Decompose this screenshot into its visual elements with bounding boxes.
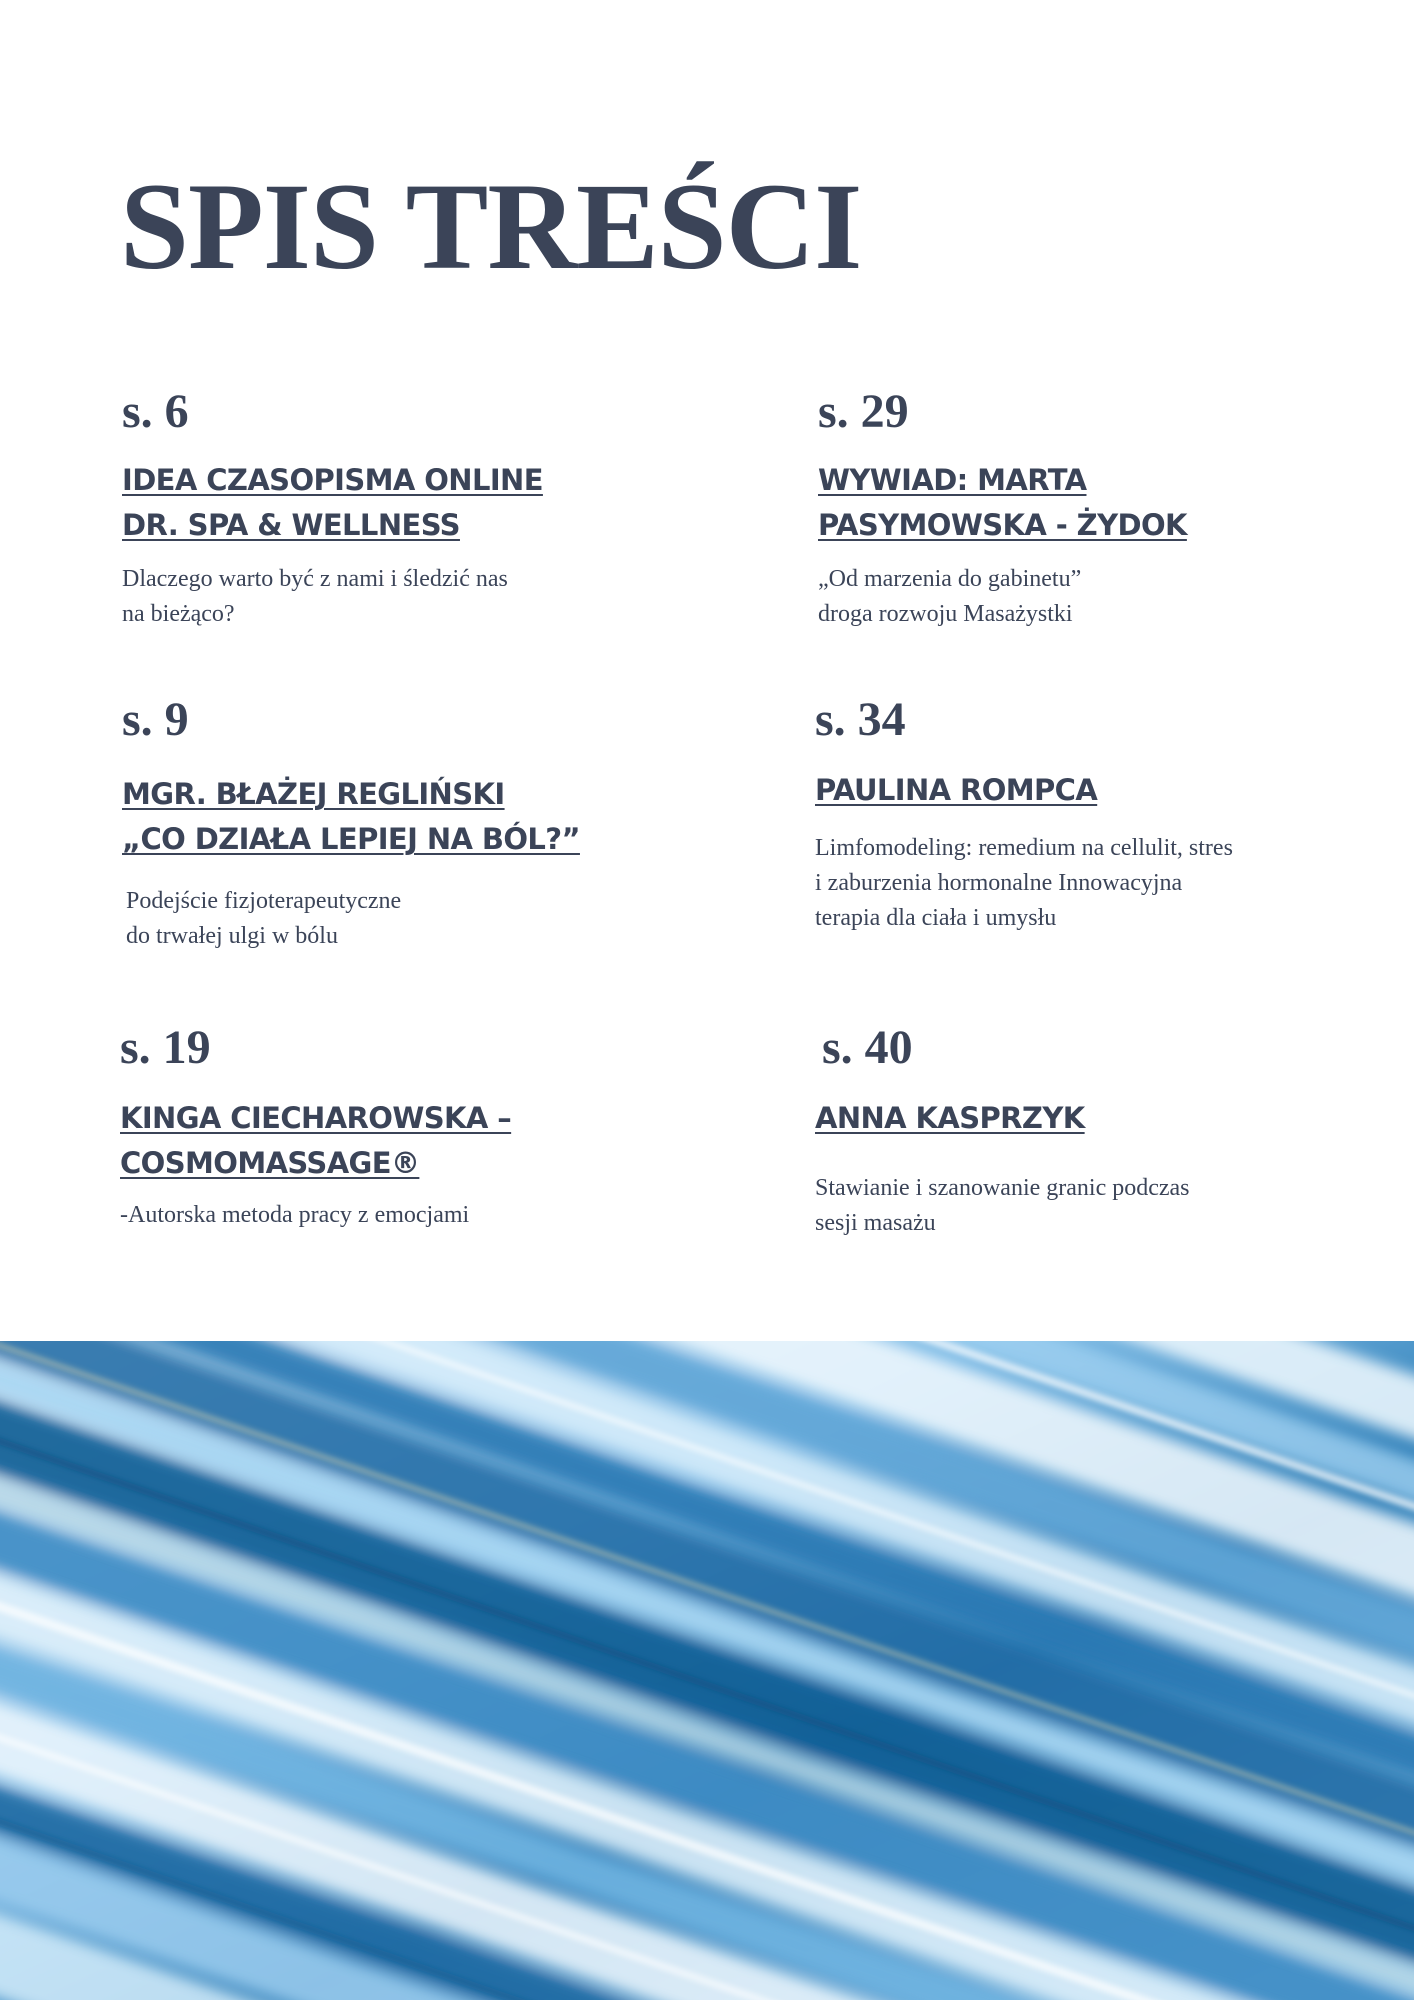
entry-description-line: „Od marzenia do gabinetu” [818,566,1082,592]
entry-description-line: Stawianie i szanowanie granic podczas [815,1175,1190,1201]
entry-heading[interactable] [815,768,1233,813]
entry-heading[interactable] [122,458,543,548]
entry-heading[interactable] [120,1096,511,1186]
entry-description-line: Dlaczego warto być z nami i śledzić nas [122,566,508,592]
entry-description-line: Limfomodeling: remedium na cellulit, stres [815,835,1233,861]
entry-description [818,562,1187,632]
entry-heading-line[interactable]: PASYMOWSKA - ŻYDOK [818,508,1187,542]
entry-heading-line[interactable]: WYWIAD: MARTA [818,463,1087,497]
blue-water-photo [0,1341,1414,2000]
entry-heading-line[interactable]: KINGA CIECHAROWSKA – [120,1101,512,1135]
entry-heading-line[interactable]: IDEA CZASOPISMA ONLINE [122,463,543,497]
entry-heading-line[interactable]: PAULINA ROMPCA [815,773,1098,807]
entry-description-line: -Autorska metoda pracy z emocjami [120,1202,470,1228]
page-number: s. 40 [822,1021,913,1074]
toc-entry[interactable] [120,1021,512,1233]
entry-description [815,1171,1190,1241]
entry-description-line: na bieżąco? [122,601,235,627]
entry-description-line: droga rozwoju Masażystki [818,601,1073,627]
toc-entry[interactable] [122,693,580,954]
entry-heading-line[interactable]: DR. SPA & WELLNESS [122,508,460,542]
entry-heading[interactable] [122,772,580,862]
entry-description-line: do trwałej ulgi w bólu [126,923,338,949]
page-number: s. 6 [122,385,189,438]
entry-description [122,562,543,632]
page-number: s. 19 [120,1021,211,1074]
page-number: s. 9 [122,693,189,746]
entry-heading-line[interactable]: MGR. BŁAŻEJ REGLIŃSKI [122,777,505,811]
entry-description [122,884,580,954]
toc-entry[interactable] [815,693,1233,936]
entry-description [815,831,1233,936]
page-title: SPIS TREŚCI [120,158,862,295]
entry-description-line: terapia dla ciała i umysłu [815,905,1057,931]
toc-entry[interactable] [122,385,543,632]
entry-heading-line[interactable]: „CO DZIAŁA LEPIEJ NA BÓL?” [122,822,580,856]
entry-description [120,1198,511,1233]
entry-description-line: i zaburzenia hormonalne Innowacyjna [815,870,1183,896]
water-motion-image [0,1341,1414,2000]
page-number: s. 34 [815,693,906,746]
toc-entry[interactable] [815,1021,1190,1241]
entry-description-line: sesji masażu [815,1210,936,1236]
toc-entry[interactable] [818,385,1187,632]
entry-heading-line[interactable]: ANNA KASPRZYK [815,1101,1085,1135]
entry-heading-line[interactable]: COSMOMASSAGE® [120,1146,420,1180]
entry-heading[interactable] [815,1096,1190,1141]
page-number: s. 29 [818,385,909,438]
entry-description-line: Podejście fizjoterapeutyczne [126,888,402,914]
entry-heading[interactable] [818,458,1187,548]
